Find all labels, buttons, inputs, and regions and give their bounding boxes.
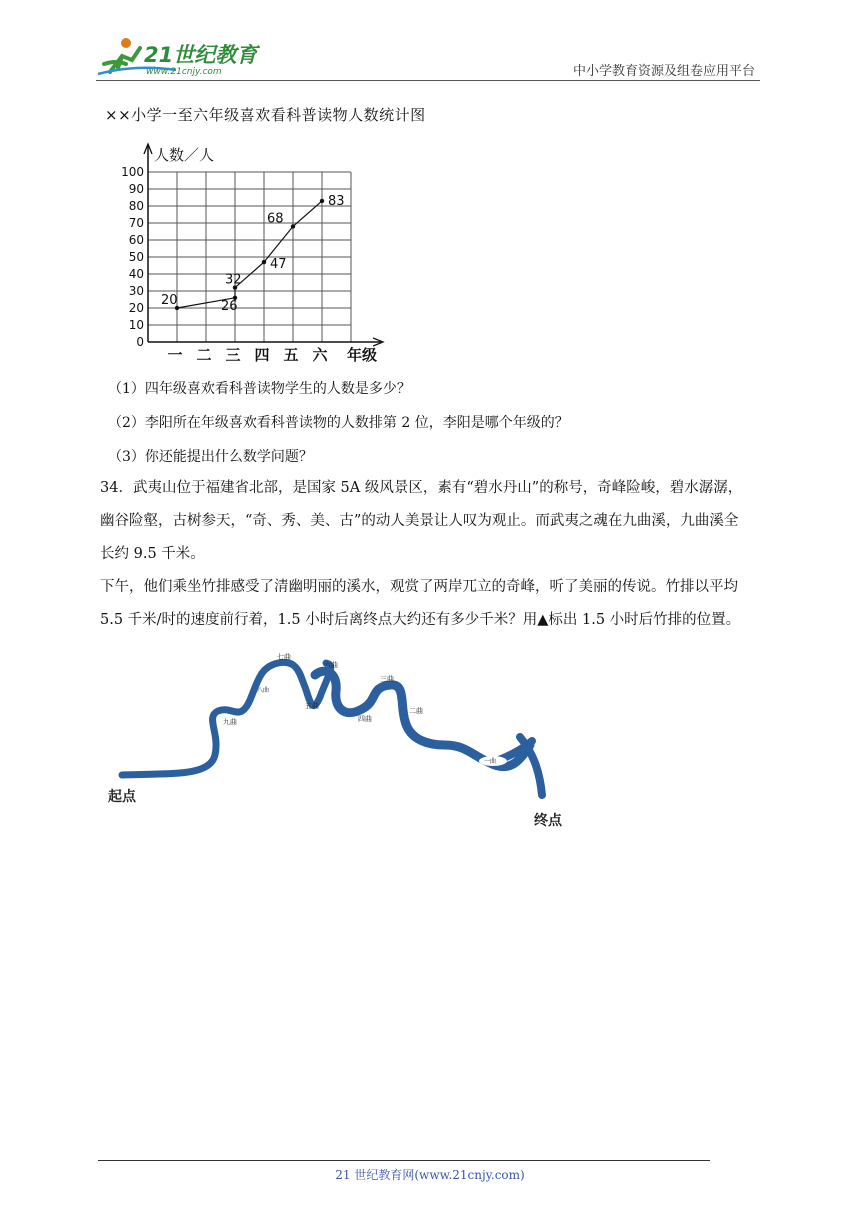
y-tick-label: 0 bbox=[136, 335, 144, 349]
logo-runner-head bbox=[121, 38, 131, 48]
site-logo bbox=[96, 34, 266, 78]
data-point bbox=[291, 224, 295, 228]
chart-title: ××小学一至六年级喜欢看科普读物人数统计图 bbox=[105, 106, 426, 124]
y-tick-label: 20 bbox=[128, 301, 144, 315]
problem-34-text bbox=[100, 472, 760, 637]
x-tick-label: 五 bbox=[283, 346, 299, 364]
question-3: （3）你还能提出什么数学问题？ bbox=[108, 449, 313, 465]
x-tick-label: 一 bbox=[167, 346, 183, 364]
data-label: 26 bbox=[221, 298, 238, 314]
series-line bbox=[177, 201, 322, 308]
y-tick-label: 50 bbox=[128, 250, 144, 264]
data-point bbox=[320, 199, 324, 203]
data-label: 47 bbox=[270, 257, 287, 273]
logo-main-text: 21世纪教育 bbox=[144, 43, 258, 67]
footer-text: 21 世纪教育网(www.21cnjy.com) bbox=[335, 1168, 525, 1182]
bend-label-5: 五曲 bbox=[305, 702, 319, 710]
data-label: 83 bbox=[328, 193, 345, 209]
y-axis-label: 人数／人 bbox=[154, 146, 215, 164]
y-tick-label: 10 bbox=[128, 318, 144, 332]
data-point bbox=[262, 260, 266, 264]
river-start-label: 起点 bbox=[108, 789, 136, 805]
y-tick-label: 60 bbox=[128, 233, 144, 247]
river-map bbox=[100, 645, 580, 835]
bend-label-9: 九曲 bbox=[223, 718, 237, 726]
line-chart bbox=[100, 130, 420, 370]
problem-line-2: 幽谷险壑，古树参天，“奇、秀、美、古”的动人美景让人叹为观止。而武夷之魂在九曲溪，九曲溪全 bbox=[100, 513, 739, 529]
y-tick-label: 90 bbox=[128, 182, 144, 196]
logo-sub-text: www.21cnjy.com bbox=[146, 67, 222, 77]
x-tick-label: 二 bbox=[196, 346, 212, 364]
bend-label-2: 二曲 bbox=[409, 707, 423, 715]
data-label: 20 bbox=[161, 293, 178, 308]
bend-label-8: 八曲 bbox=[257, 687, 270, 694]
x-tick-label: 三 bbox=[225, 346, 241, 364]
x-tick-label: 六 bbox=[312, 346, 328, 364]
y-tick-label: 40 bbox=[128, 267, 144, 281]
question-1: （1）四年级喜欢看科普读物学生的人数是多少？ bbox=[108, 381, 411, 397]
problem-line-1: 34．武夷山位于福建省北部，是国家 5A 级风景区，素有“碧水丹山”的称号，奇峰险峻，碧水潺潺， bbox=[100, 480, 743, 496]
problem-line-3: 长约 9.5 千米。 bbox=[100, 546, 205, 562]
x-tick-label: 四 bbox=[254, 346, 270, 364]
y-tick-label: 30 bbox=[128, 284, 144, 298]
bend-label-6: 六曲 bbox=[324, 661, 338, 669]
bend-label-4: 四曲 bbox=[358, 715, 372, 723]
y-tick-label: 80 bbox=[128, 199, 144, 213]
header-divider bbox=[96, 80, 760, 81]
y-tick-label: 70 bbox=[128, 216, 144, 230]
footer-divider bbox=[98, 1160, 710, 1161]
data-label: 32 bbox=[225, 272, 242, 288]
problem-line-4: 下午，他们乘坐竹排感受了清幽明丽的溪水，观赏了两岸兀立的奇峰，听了美丽的传说。竹排以平均 bbox=[100, 579, 738, 595]
question-2: （2）李阳所在年级喜欢看科普读物的人数排第 2 位，李阳是哪个年级的？ bbox=[108, 415, 569, 431]
y-tick-label: 100 bbox=[121, 165, 144, 179]
x-axis-label: 年级 bbox=[346, 346, 378, 364]
bend-label-3: 三曲 bbox=[380, 675, 394, 683]
problem-line-5: 5.5 千米/时的速度前行着，1.5 小时后离终点大约还有多少千米？用▲标出 1.5 小时后竹排的位置。 bbox=[100, 612, 741, 628]
bend-label-1: 一曲 bbox=[484, 758, 497, 765]
header-platform-text: 中小学教育资源及组卷应用平台 bbox=[572, 64, 755, 79]
river-path-mid bbox=[315, 671, 530, 767]
data-label: 68 bbox=[267, 211, 284, 227]
river-end-label: 终点 bbox=[534, 813, 562, 829]
bend-label-7: 七曲 bbox=[277, 653, 291, 661]
